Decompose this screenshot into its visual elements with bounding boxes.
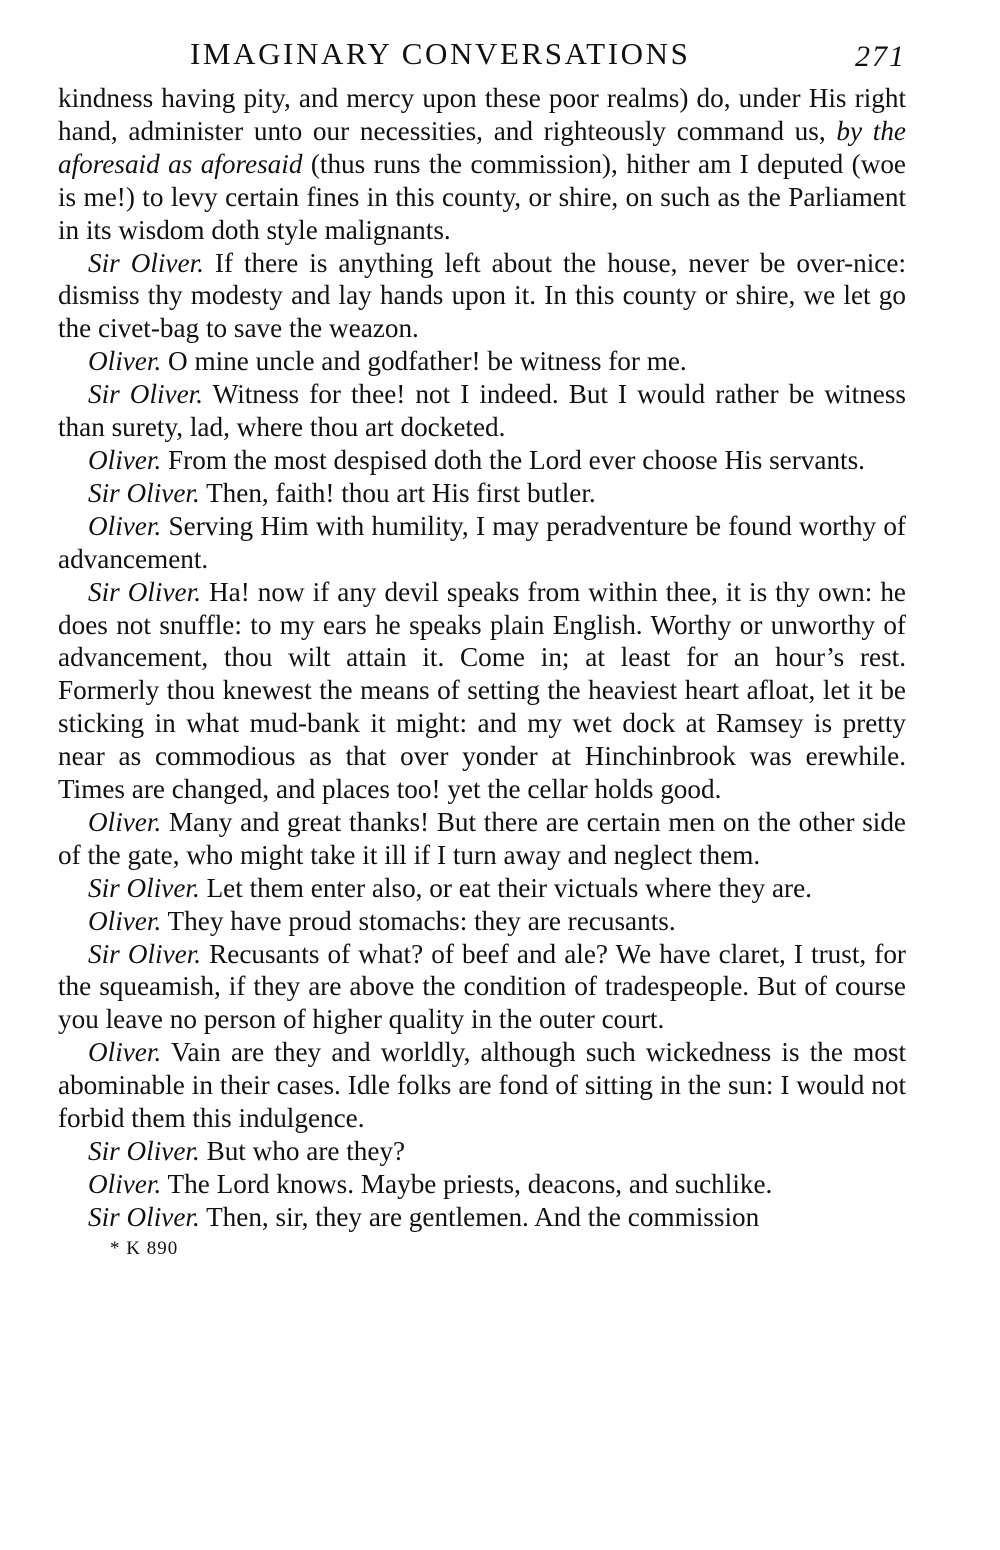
- running-head: [58, 36, 906, 82]
- speech-text: Many and great thanks! But there are certain men on the other side of the gate, who might take it ill if I turn away and neglect them.: [58, 806, 906, 870]
- speech-text: The Lord knows. Maybe priests, deacons, and suchlike.: [161, 1168, 773, 1199]
- speech-paragraph: [58, 938, 906, 1037]
- speech-text: From the most despised doth the Lord ever choose His servants.: [161, 444, 865, 475]
- speaker-name: Oliver.: [88, 1168, 162, 1199]
- speaker-name: Sir Oliver.: [88, 872, 200, 903]
- page-number: 271: [855, 40, 906, 73]
- speaker-name: Sir Oliver.: [88, 247, 204, 278]
- opening-text-continued: (thus runs the commission), hither am I deputed (woe is me!) to levy certain fines in this county, or shire, on such as the Parliament in its wisdom doth style malignants.: [58, 148, 906, 245]
- speech-text: If there is anything left about the house, never be over-nice: dismiss thy modesty and lay hands upon it. In this county or shire, we let go the civet-bag to save the weazon.: [58, 247, 906, 344]
- speech-paragraph: [58, 378, 906, 444]
- body-text: [58, 82, 906, 1234]
- speaker-name: Oliver.: [88, 346, 162, 377]
- speech-paragraph: [58, 905, 906, 938]
- speaker-name: Sir Oliver.: [88, 576, 201, 607]
- speech-paragraph: [58, 806, 906, 872]
- book-page: [58, 36, 906, 1260]
- speech-text: They have proud stomachs: they are recusants.: [161, 905, 676, 936]
- opening-text: kindness having pity, and mercy upon these poor realms) do, under His right hand, administer unto our necessities, and righteously command us,: [58, 83, 906, 146]
- speech-text: Recusants of what? of beef and ale? We have claret, I trust, for the squeamish, if they are above the condition of tradespeople. But of course you leave no person of higher quality in the outer court.: [58, 938, 906, 1035]
- speech-paragraph: [58, 345, 906, 378]
- speech-text: Then, sir, they are gentlemen. And the commission: [199, 1201, 760, 1232]
- speech-text: Let them enter also, or eat their victuals where they are.: [199, 872, 812, 903]
- speaker-name: Oliver.: [88, 444, 162, 475]
- speech-paragraph: [58, 1135, 906, 1168]
- speaker-name: Sir Oliver.: [88, 938, 202, 969]
- speech-paragraph: [58, 1036, 906, 1135]
- speaker-name: Sir Oliver.: [88, 477, 200, 508]
- speaker-name: Oliver.: [88, 510, 162, 541]
- speech-text: But who are they?: [199, 1136, 406, 1166]
- speech-paragraph: [58, 872, 906, 905]
- speech-paragraph: [58, 1201, 906, 1234]
- speech-text: Witness for thee! not I indeed. But I would rather be witness than surety, lad, where thou art docketed.: [58, 379, 906, 443]
- speech-text: O mine uncle and godfather! be witness for me.: [161, 346, 687, 377]
- speech-paragraph: [58, 477, 906, 510]
- speech-text: Ha! now if any devil speaks from within thee, it is thy own: he does not snuffle: to my ears he speaks plain English. Worthy or unworthy of advancement, thou wilt attain it. Come in; at least for an hour’s rest. Formerly thou knewest the means of setting the heaviest heart afloat, let it be sticking in what mud-bank it might: and my wet dock at Ramsey is pretty near as commodious as that over yonder at Hinchinbrook was erewhile. Times are changed, and places too! yet the cellar holds good.: [58, 576, 907, 805]
- speaker-name: Sir Oliver.: [88, 1136, 200, 1166]
- signature-mark: * K 890: [110, 1237, 179, 1259]
- speech-paragraph: [58, 247, 906, 346]
- speaker-name: Sir Oliver.: [88, 379, 204, 410]
- speaker-name: Oliver.: [88, 1037, 162, 1068]
- commission-phrase: by the aforesaid as aforesaid: [58, 115, 906, 179]
- speech-paragraph: [58, 1168, 906, 1201]
- speech-text: Serving Him with humility, I may peradventure be found worthy of advancement.: [58, 510, 906, 574]
- opening-paragraph: [58, 82, 906, 247]
- speaker-name: Oliver.: [88, 905, 162, 936]
- running-title: IMAGINARY CONVERSATIONS: [190, 36, 691, 71]
- speech-text: Vain are they and worldly, although such wickedness is the most abominable in their cases. Idle folks are fond of sitting in the sun: I would not forbid them this indulgence.: [58, 1037, 906, 1134]
- speech-paragraph: [58, 444, 906, 477]
- speaker-name: Sir Oliver.: [88, 1201, 200, 1232]
- speech-paragraph: [58, 576, 906, 806]
- speech-text: Then, faith! thou art His first butler.: [199, 477, 596, 508]
- speaker-name: Oliver.: [88, 806, 162, 837]
- speech-paragraph: [58, 510, 906, 576]
